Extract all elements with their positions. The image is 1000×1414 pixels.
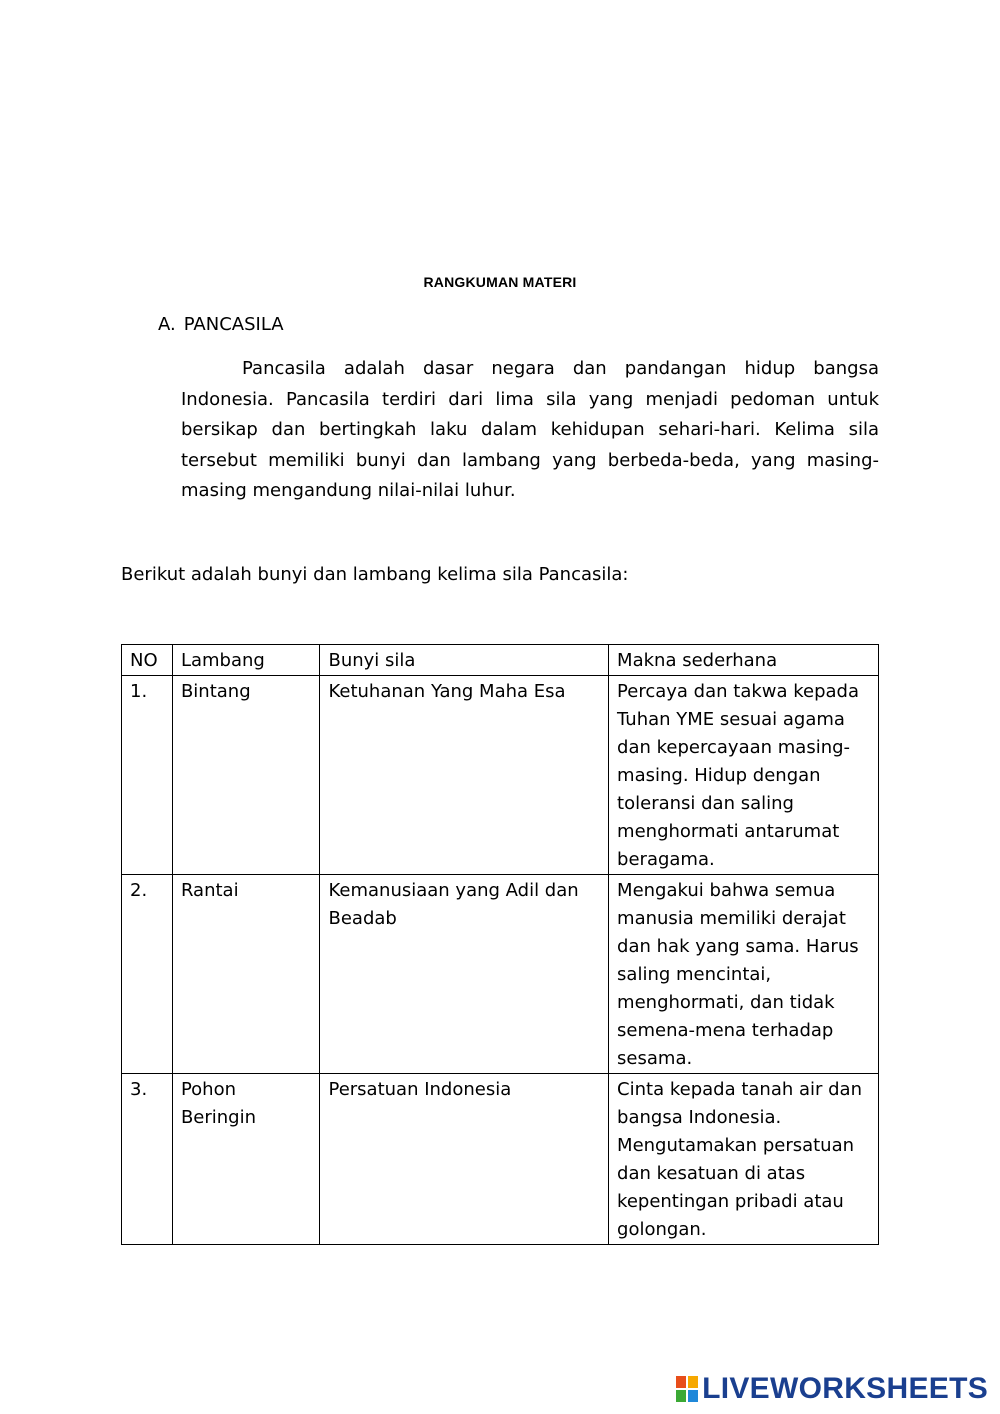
row-no: 1. <box>122 676 173 875</box>
table-row <box>122 676 879 875</box>
section-letter: A. <box>158 314 176 335</box>
table-row <box>122 875 879 1074</box>
row-makna: Cinta kepada tanah air dan bangsa Indonesia. Mengutamakan persatuan dan kesatuan di atas kepentingan pribadi atau golongan. <box>609 1074 879 1245</box>
section-heading-text: PANCASILA <box>183 314 284 335</box>
table-header-row <box>122 645 879 676</box>
row-makna: Percaya dan takwa kepada Tuhan YME sesuai agama dan kepercayaan masing-masing. Hidup dengan toleransi dan saling menghormati antarumat beragama. <box>609 676 879 875</box>
row-bunyi-sila: Persatuan Indonesia <box>320 1074 609 1245</box>
row-bunyi-sila: Kemanusiaan yang Adil dan Beadab <box>320 875 609 1074</box>
row-makna: Mengakui bahwa semua manusia memiliki derajat dan hak yang sama. Harus saling mencintai, menghormati, dan tidak semena-mena terhadap sesama. <box>609 875 879 1074</box>
row-bunyi-sila: Ketuhanan Yang Maha Esa <box>320 676 609 875</box>
intro-paragraph: Pancasila adalah dasar negara dan pandangan hidup bangsa Indonesia. Pancasila terdiri dari lima sila yang menjadi pedoman untuk bersikap dan bertingkah laku dalam kehidupan sehari-hari. Kelima sila tersebut memiliki bunyi dan lambang yang berbeda-beda, yang masing-masing mengandung nilai-nilai luhur. <box>181 358 879 502</box>
table-intro-text: Berikut adalah bunyi dan lambang kelima sila Pancasila: <box>121 564 629 585</box>
liveworksheets-logo-icon <box>676 1376 698 1402</box>
header-bunyi-sila: Bunyi sila <box>320 645 609 676</box>
liveworksheets-brand[interactable] <box>676 1372 988 1406</box>
row-lambang: Rantai <box>172 875 320 1074</box>
row-lambang: Bintang <box>172 676 320 875</box>
row-lambang: Pohon Beringin <box>172 1074 320 1245</box>
header-makna: Makna sederhana <box>609 645 879 676</box>
row-no: 2. <box>122 875 173 1074</box>
table-row <box>122 1074 879 1245</box>
document-title: RANGKUMAN MATERI <box>423 274 577 290</box>
brand-name: LIVEWORKSHEETS <box>702 1372 988 1405</box>
sila-table <box>121 644 879 1245</box>
section-heading <box>158 314 284 335</box>
header-lambang: Lambang <box>172 645 320 676</box>
row-no: 3. <box>122 1074 173 1245</box>
header-no: NO <box>122 645 173 676</box>
